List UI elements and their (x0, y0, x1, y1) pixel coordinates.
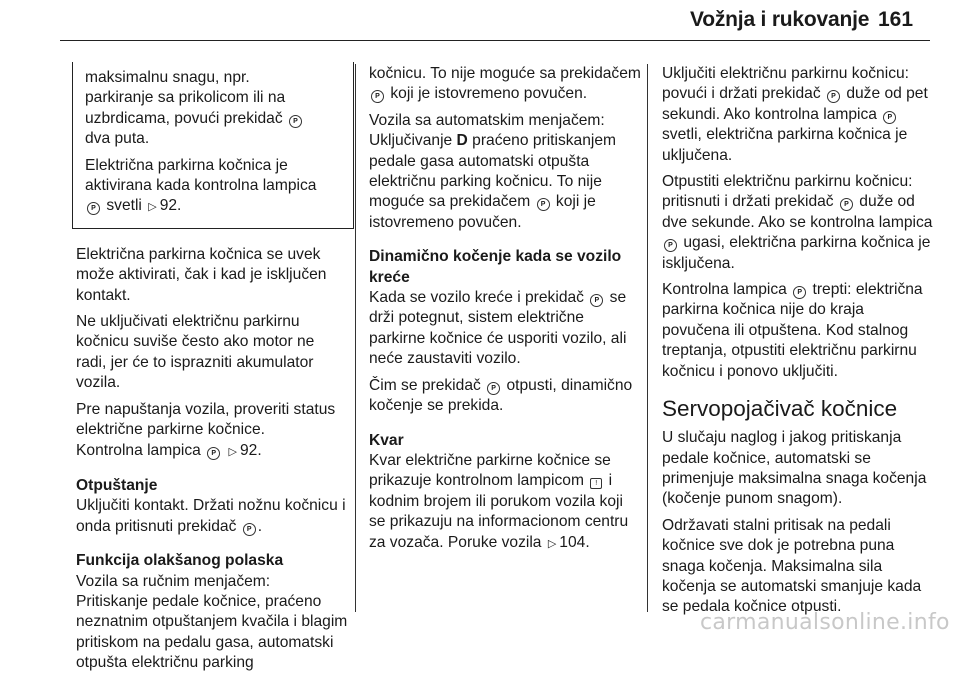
paragraph-text: koji je istovremeno povučen. (369, 193, 596, 231)
paragraph-text: Pre napuštanja vozila, proveriti status električne parkirne kočnice. (76, 400, 336, 439)
column-3 (662, 64, 934, 624)
page-reference-icon (546, 534, 559, 551)
paragraph-text: trepti: električna parkirna kočnica nije do kraja povučena ili otpuštena. Kod stalnog treptanja, otpustiti električnu parkirnu kočnicu i ponovo uključiti. (662, 281, 923, 380)
note-line: parkiranje sa prikolicom ili na (85, 89, 286, 107)
page-reference-link[interactable]: 92. (239, 441, 262, 459)
paragraph-text: Uključiti električnu parkirnu kočnicu: povući i držati prekidač (662, 65, 909, 103)
note-text: svetli (106, 197, 142, 215)
column-separator-2 (647, 64, 648, 612)
section-heading-brake-assist: Servopojačivač kočnice (662, 396, 898, 422)
paragraph-text: Uključiti kontakt. Držati nožnu kočnicu i onda pritisnuti prekidač (76, 497, 346, 535)
gear-position-d: D (456, 132, 468, 150)
paragraph-text: . (257, 517, 263, 535)
paragraph (369, 451, 641, 554)
paragraph: U slučaju naglog i jakog pritiskanja pedale kočnice, automatski se primenjuje maksimalna snaga kočenja (kočenje punom snagom). (662, 429, 927, 508)
parking-brake-icon (840, 198, 853, 211)
parking-brake-icon (207, 447, 220, 460)
note-text: Električna parkirna kočnica je aktivirana kada kontrolna lampica (85, 156, 317, 195)
paragraph-text: otpusti, dinamično kočenje se prekida. (369, 376, 633, 415)
watermark: carmanualsonline.info (700, 610, 950, 635)
paragraph-text: Kvar električne parkirne kočnice se prikazuje kontrolnom lampicom (369, 451, 611, 490)
paragraph-text: i kodnim brojem ili porukom vozila koji se prikazuju na informacionom centru za vozača. Poruke vozila (369, 472, 629, 551)
paragraph: Ne uključivati električnu parkirnu kočnicu suviše često ako motor ne radi, jer će to isprazniti akumulator vozila. (76, 313, 315, 392)
paragraph (76, 400, 348, 462)
paragraph (662, 172, 934, 274)
paragraph-text: koji je istovremeno povučen. (390, 85, 588, 103)
paragraph-text: Vozila sa automatskim menjačem: Uključivanje (369, 111, 605, 150)
column-separator-1 (355, 64, 356, 612)
paragraph-text: se drži potegnut, sistem električne parkirne kočnice će usporiti vozilo, ali neće zaustaviti vozilo. (369, 289, 627, 368)
paragraph-text: svetli, električna parkirna kočnica je uključena. (662, 126, 908, 164)
section-heading-drive-away: Funkcija olakšanog polaska (76, 552, 284, 570)
parking-brake-icon (243, 523, 256, 536)
note-line: uzbrdicama, povući prekidač (85, 109, 283, 127)
parking-brake-icon (827, 90, 840, 103)
section-heading-release: Otpuštanje (76, 476, 158, 494)
page-header-title: Vožnja i rukovanje (690, 8, 870, 31)
parking-brake-icon (793, 286, 806, 299)
column-1 (76, 62, 348, 680)
paragraph: Vozila sa ručnim menjačem: (76, 572, 271, 590)
page-reference-link[interactable]: 92. (159, 197, 182, 215)
paragraph: Održavati stalni pritisak na pedali kočnice sve dok je potrebna puna snaga kočenja. Maksimalna sila kočenja se automatski smanjuje kada se pedala kočnice otpusti. (662, 516, 922, 616)
paragraph-text: duže od dve sekunde. Ako se kontrolna lampica (662, 193, 933, 231)
paragraph-text: Čim se prekidač (369, 376, 481, 394)
header-rule (60, 40, 930, 41)
paragraph-text: Kontrolna lampica (662, 281, 787, 299)
paragraph (662, 280, 934, 382)
paragraph-text: kočnicu. To nije moguće sa prekidačem (369, 65, 641, 82)
paragraph (369, 376, 641, 417)
paragraph-text: Kada se vozilo kreće i prekidač (369, 289, 584, 307)
paragraph-text: Otpustiti električnu parkirnu kočnicu: pritisnuti i držati prekidač (662, 173, 913, 211)
note-paragraph-2 (85, 156, 343, 218)
brake-fault-icon (590, 478, 602, 489)
note-line: dva puta. (85, 130, 150, 148)
note-box (72, 62, 354, 229)
parking-brake-icon (590, 294, 603, 307)
parking-brake-icon (537, 198, 550, 211)
column-2 (369, 64, 641, 560)
section-heading-fault: Kvar (369, 431, 404, 449)
paragraph-text: praćeno pritiskanjem pedale gasa automatski otpušta električnu parking kočnicu. To nije moguće sa prekidačem (369, 132, 617, 211)
paragraph: Električna parkirna kočnica se uvek može aktivirati, čak i kad je isključen kontakt. (76, 245, 327, 304)
paragraph (369, 111, 641, 233)
parking-brake-icon (664, 239, 677, 252)
paragraph (662, 64, 934, 166)
paragraph-text: ugasi, električna parkirna kočnica je isključena. (662, 234, 931, 272)
page-reference-icon (146, 197, 159, 214)
parking-brake-icon (87, 202, 100, 215)
note-paragraph-1 (85, 68, 343, 150)
paragraph-text: duže od pet sekundi. Ako kontrolna lampica (662, 85, 928, 123)
section-heading-dynamic-braking: Dinamično kočenje kada se vozilo kreće (369, 248, 622, 286)
paragraph (369, 288, 641, 370)
page-reference-link[interactable]: 104. (559, 533, 590, 551)
page-reference-icon (227, 442, 240, 459)
parking-brake-icon (883, 111, 896, 124)
paragraph-text: Kontrolna lampica (76, 441, 201, 459)
parking-brake-icon (371, 90, 384, 103)
page-number: 161 (878, 8, 914, 31)
paragraph: Pritiskanje pedale kočnice, praćeno neznatnim otpuštanjem kvačila i blagim pritiskom na pedalu gasa, automatski otpušta električnu parking (76, 592, 348, 672)
parking-brake-icon (487, 382, 500, 395)
paragraph (369, 64, 641, 105)
note-line: maksimalnu snagu, npr. (85, 69, 250, 86)
parking-brake-icon (289, 115, 302, 128)
paragraph (76, 496, 348, 537)
